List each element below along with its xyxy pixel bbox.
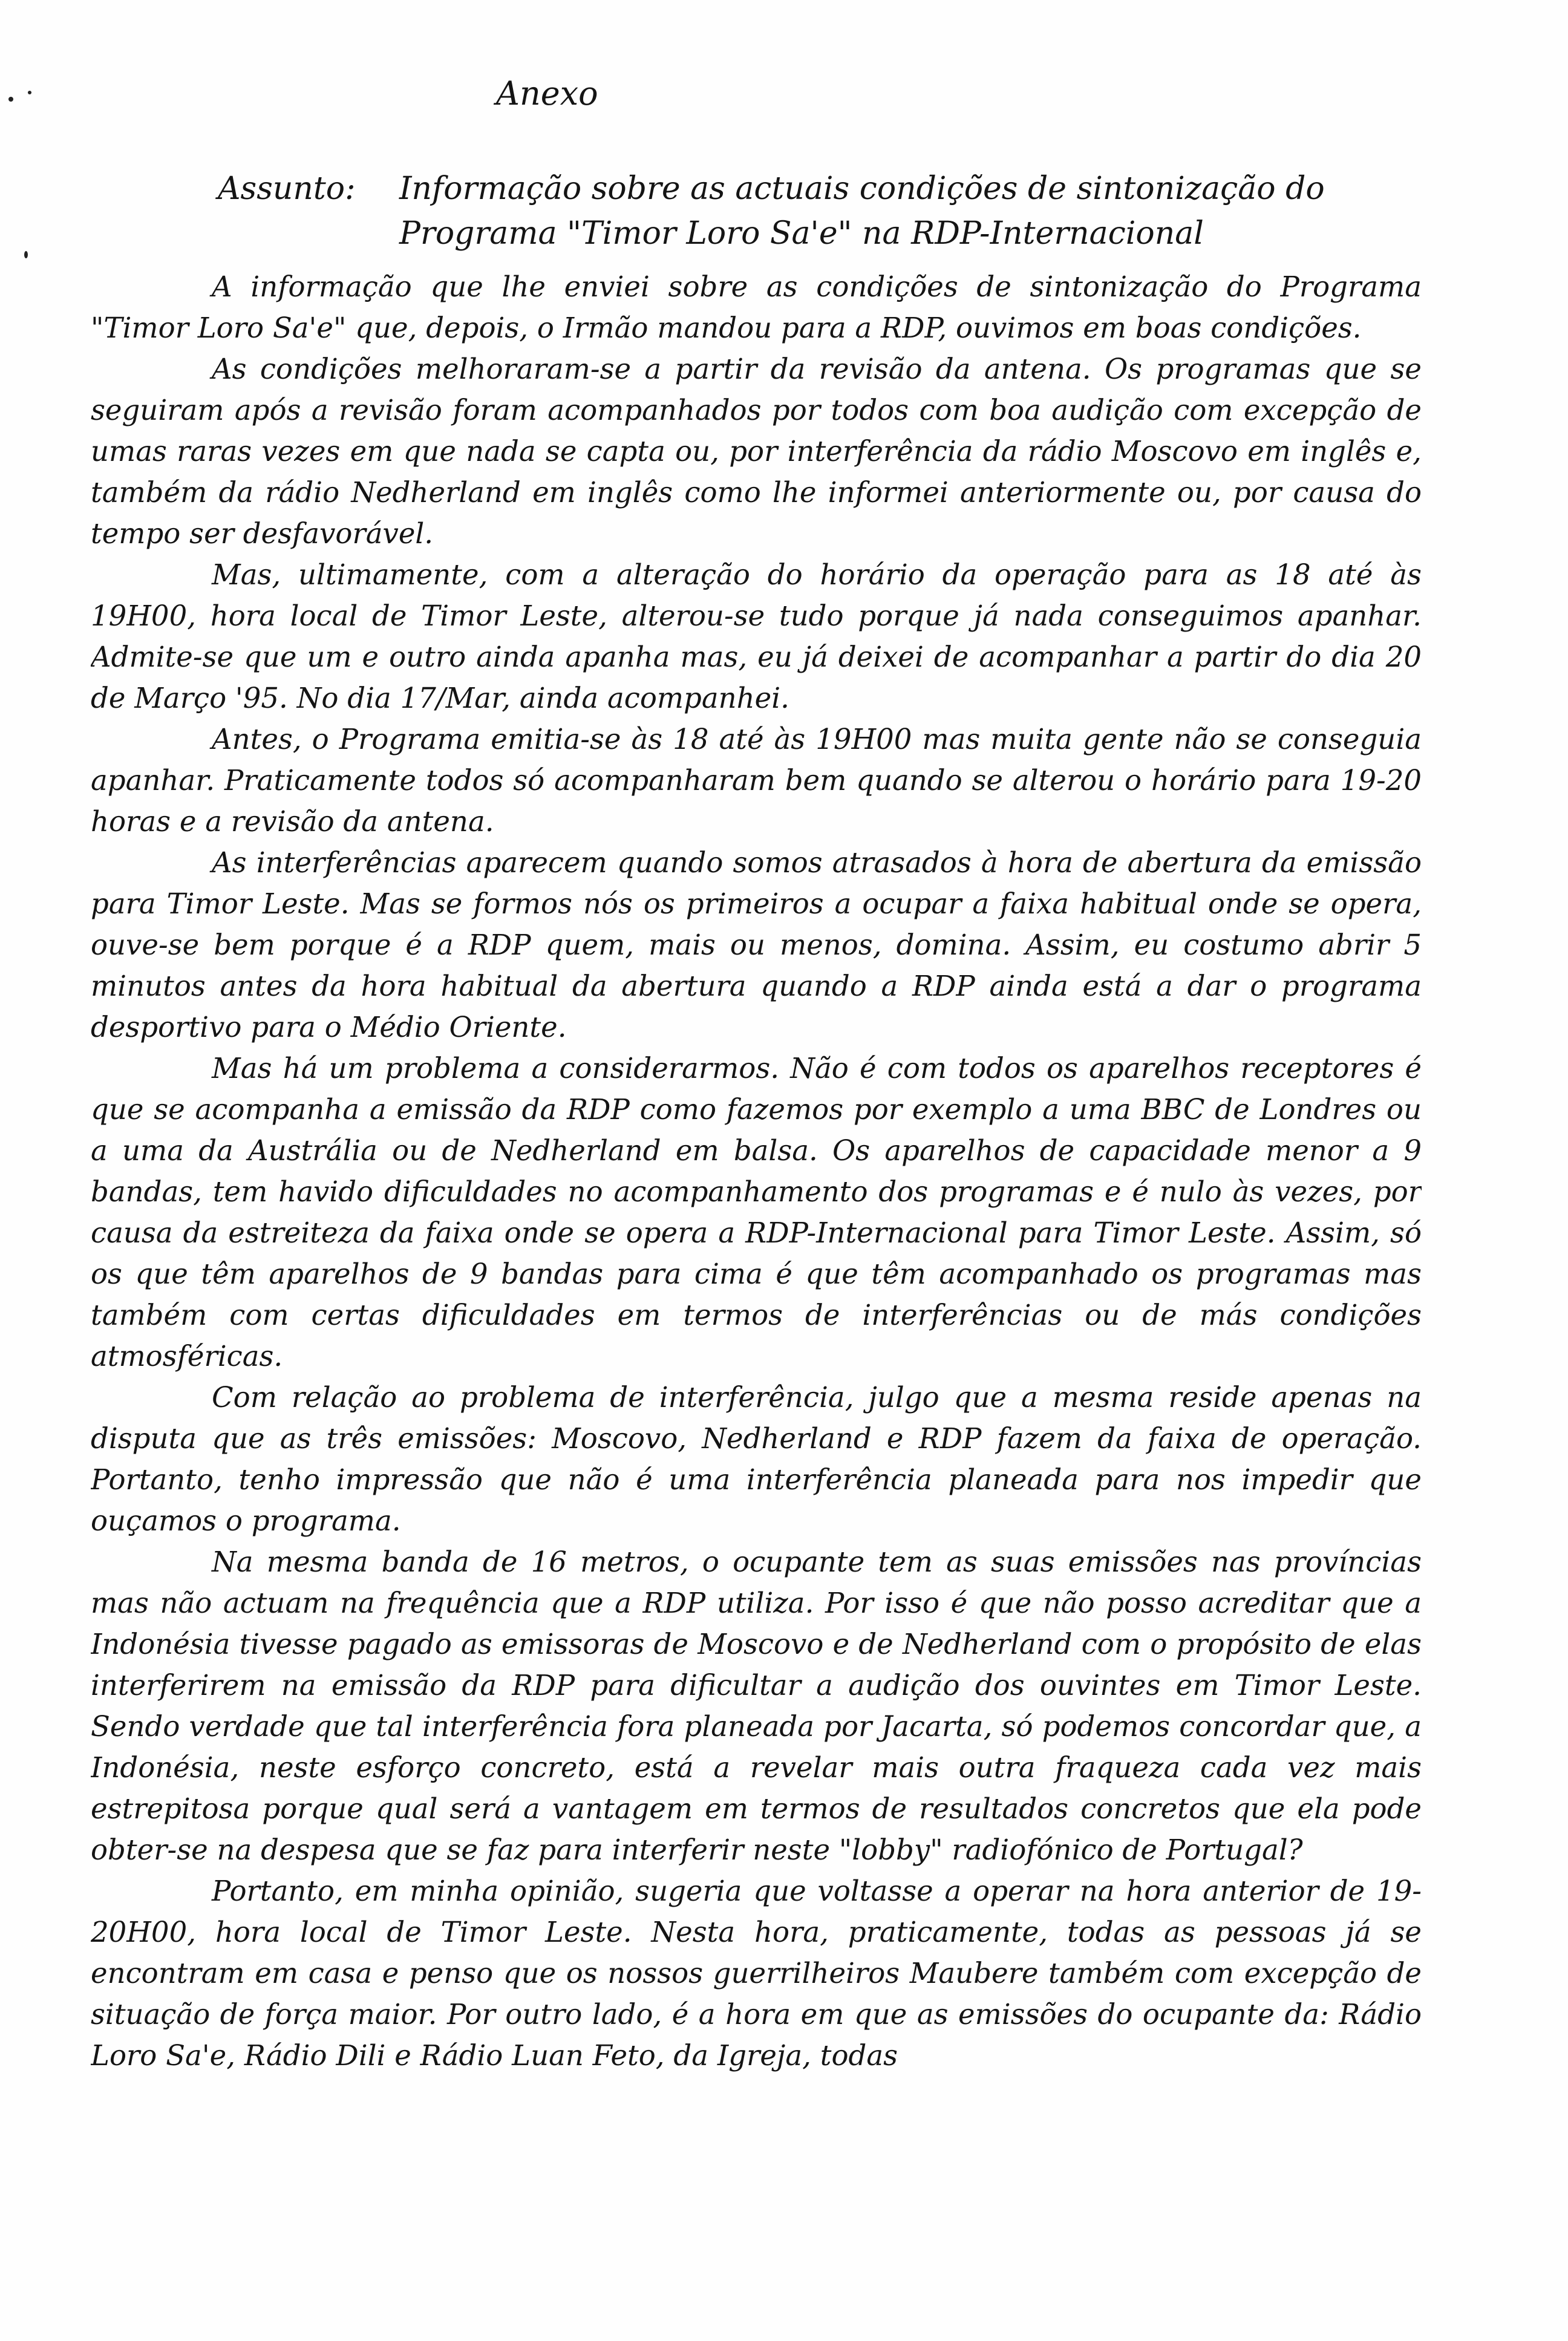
- scan-speck: [24, 251, 28, 258]
- subject-line: [218, 166, 1428, 256]
- paragraph: Na mesma banda de 16 metros, o ocupante tem as suas emissões nas províncias mas não actuam na frequência que a RDP utiliza. Por isso é que não posso acreditar que a Indonésia tivesse pagado as emissoras de Moscovo e de Nedherland com o propósito de elas interferirem na emissão da RDP para dificultar a audição dos ouvintes em Timor Leste. Sendo verdade que tal interferência fora planeada por Jacarta, só podemos concordar que, a Indonésia, neste esforço concreto, está a revelar mais outra fraqueza cada vez mais estrepitosa porque qual será a vantagem em termos de resultados concretos que ela pode obter-se na despesa que se faz para interferir neste "lobby" radiofónico de Portugal?: [91, 1546, 1422, 1866]
- subject-text: Informação sobre as actuais condições de sintonização do Programa "Timor Loro Sa'e" na RDP-Internacional: [399, 171, 1325, 252]
- paragraph: As interferências aparecem quando somos atrasados à hora de abertura da emissão para Timor Leste. Mas se formos nós os primeiros a ocupar a faixa habitual onde se opera, ouve-se bem porque é a RDP quem, mais ou menos, domina. Assim, eu costumo abrir 5 minutos antes da hora habitual da abertura quando a RDP ainda está a dar o programa desportivo para o Médio Oriente.: [91, 846, 1422, 1043]
- paragraph: A informação que lhe enviei sobre as condições de sintonização do Programa "Timor Loro Sa'e" que, depois, o Irmão mandou para a RDP, ouvimos em boas condições.: [91, 270, 1422, 344]
- paragraph: Portanto, em minha opinião, sugeria que voltasse a operar na hora anterior de 19-20H00, hora local de Timor Leste. Nesta hora, praticamente, todas as pessoas já se encontram em casa e penso que os nossos guerrilheiros Maubere também com excepção de situação de força maior. Por outro lado, é a hora em que as emissões do ocupante da: Rádio Loro Sa'e, Rádio Dili e Rádio Luan Feto, da Igreja, todas: [91, 1875, 1422, 2072]
- paragraph: Mas há um problema a considerarmos. Não é com todos os aparelhos receptores é que se acompanha a emissão da RDP como fazemos por exemplo a uma BBC de Londres ou a uma da Austrália ou de Nedherland em balsa. Os aparelhos de capacidade menor a 9 bandas, tem havido dificuldades no acompanhamento dos programas e é nulo às vezes, por causa da estreiteza da faixa onde se opera a RDP-Internacional para Timor Leste. Assim, só os que têm aparelhos de 9 bandas para cima é que têm acompanhado os programas mas também com certas dificuldades em termos de interferências ou de más condições atmosféricas.: [91, 1052, 1422, 1373]
- scan-speck: [8, 97, 13, 102]
- scan-speck: [28, 91, 31, 94]
- paragraph: As condições melhoraram-se a partir da revisão da antena. Os programas que se seguiram após a revisão foram acompanhados por todos com boa audição com excepção de umas raras vezes em que nada se capta ou, por interferência da rádio Moscovo em inglês e, também da rádio Nedherland em inglês como lhe informei anteriormente ou, por causa do tempo ser desfavorável.: [91, 353, 1422, 550]
- paragraph: Com relação ao problema de interferência, julgo que a mesma reside apenas na disputa que as três emissões: Moscovo, Nedherland e RDP fazem da faixa de operação. Portanto, tenho impressão que não é uma interferência planeada para nos impedir que ouçamos o programa.: [91, 1381, 1422, 1537]
- document-title: Anexo: [496, 74, 598, 113]
- letter-body: [91, 266, 1422, 2311]
- paragraph: Mas, ultimamente, com a alteração do horário da operação para as 18 até às 19H00, hora local de Timor Leste, alterou-se tudo porque já nada conseguimos apanhar. Admite-se que um e outro ainda apanha mas, eu já deixei de acompanhar a partir do dia 20 de Março '95. No dia 17/Mar, ainda acompanhei.: [91, 558, 1422, 714]
- subject-label: Assunto:: [218, 171, 356, 207]
- paragraph: Antes, o Programa emitia-se às 18 até às 19H00 mas muita gente não se conseguia apanhar. Praticamente todos só acompanharam bem quando se alterou o horário para 19-20 horas e a revisão da antena.: [91, 723, 1422, 838]
